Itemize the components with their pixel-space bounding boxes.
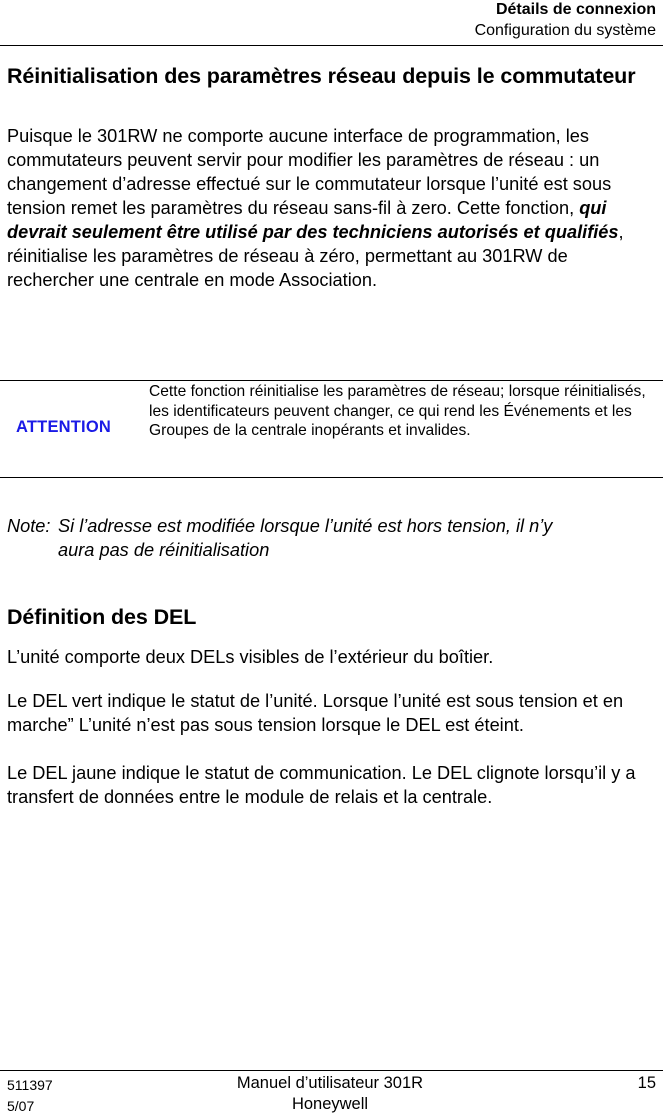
attention-bottom-rule	[0, 477, 663, 478]
attention-label: ATTENTION	[16, 418, 111, 436]
note	[7, 514, 659, 562]
del-paragraph-2: Le DEL vert indique le statut de l’unité. Lorsque l’unité est sous tension et en marche” L’unité n’est pas sous tension lorsque le DEL est éteint.	[7, 691, 624, 735]
footer-brand: Honeywell	[291, 1095, 369, 1113]
running-header-subtitle: Configuration du système	[474, 22, 656, 39]
del-paragraph-1: L’unité comporte deux DELs visibles de l’extérieur du boîtier.	[7, 647, 494, 667]
note-line-1	[7, 514, 659, 538]
intro-paragraph	[7, 124, 659, 292]
note-text-1: Si l’adresse est modifiée lorsque l’unité est hors tension, il n’y	[58, 516, 553, 536]
running-header-title: Détails de connexion	[495, 1, 656, 18]
footer-divider	[0, 1070, 663, 1071]
attention-top-rule	[0, 380, 663, 381]
note-text-2: aura pas de réinitialisation	[58, 540, 270, 560]
intro-emphasis: qui devrait seulement être utilisé par des techniciens autorisés et qualifiés	[7, 198, 619, 242]
section-heading-reset: Réinitialisation des paramètres réseau depuis le commutateur	[7, 64, 636, 88]
footer-manual-title: Manuel d’utilisateur 301R	[236, 1074, 424, 1092]
del-paragraph-3: Le DEL jaune indique le statut de communication. Le DEL clignote lorsqu’il y a transfert de données entre le module de relais et la centrale.	[7, 763, 636, 807]
footer-doc-number: 511397	[7, 1077, 53, 1093]
note-label: Note:	[7, 516, 51, 536]
intro-text-part1: Puisque le 301RW ne comporte aucune interface de programmation, les commutateurs peuvent servir pour modifier les paramètres de réseau : un changement d’adresse effectué sur le commutateur lorsque l’unité est sous tension remet les paramètres du réseau sans-fil à zero. Cette fonction,	[7, 126, 612, 218]
footer-page-number: 15	[637, 1074, 656, 1092]
header-divider	[0, 45, 663, 46]
attention-text: Cette fonction réinitialise les paramètres de réseau; lorsque réinitialisés, les identificateurs peuvent changer, ce qui rend les Événements et les Groupes de la centrale inopérants et invalides.	[149, 383, 646, 440]
footer-date: 5/07	[7, 1098, 35, 1114]
section-heading-del: Définition des DEL	[7, 605, 197, 629]
intro-text-part2: , réinitialise les paramètres de réseau à zéro, permettant au 301RW de rechercher une centrale en mode Association.	[7, 222, 624, 290]
